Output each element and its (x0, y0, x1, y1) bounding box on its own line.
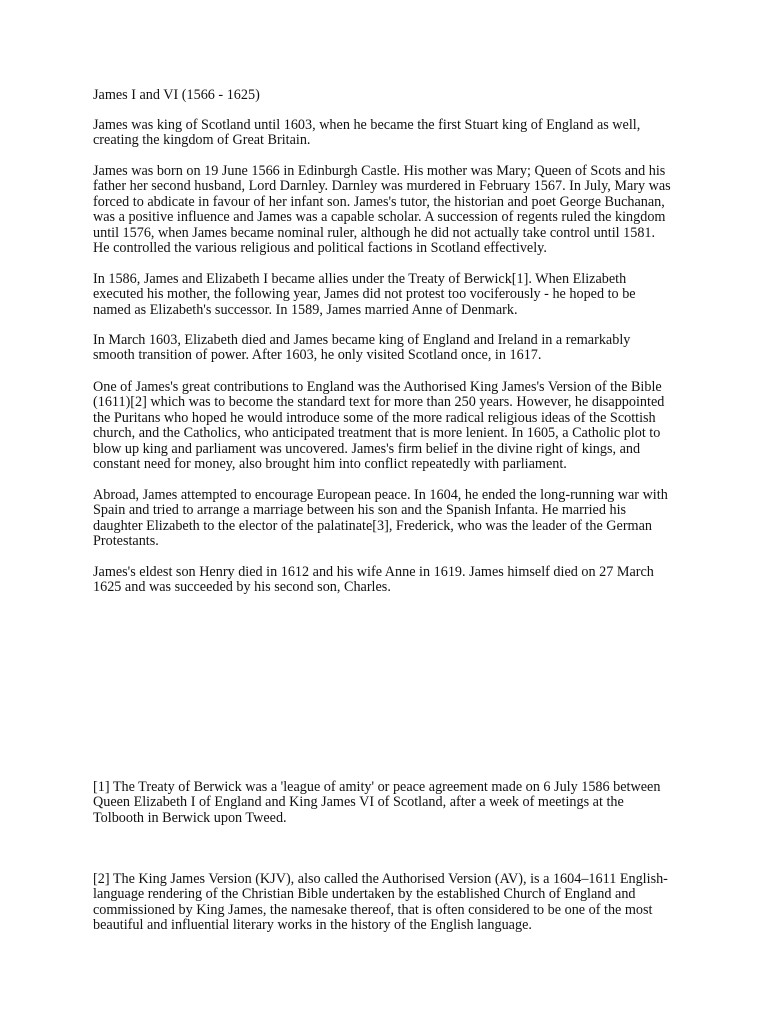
paragraph-line: smooth transition of power. After 1603, he only visited Scotland once, in 1617. (93, 347, 542, 364)
paragraph-abroad (93, 488, 668, 550)
paragraph-line: blow up king and parliament was uncovered. James's firm belief in the divine right of kings, and (93, 440, 641, 457)
paragraph-early-life (93, 164, 671, 256)
paragraph-line: daughter Elizabeth to the elector of the palatinate[3], Frederick, who was the leader of the German (93, 517, 652, 534)
paragraph-line: Spain and tried to arrange a marriage between his son and the Spanish Infanta. He married his (93, 502, 627, 519)
paragraph-line: father her second husband, Lord Darnley. Darnley was murdered in February 1567. In July, Mary was (93, 178, 671, 195)
paragraph-death (93, 565, 654, 596)
footnote-line: Tolbooth in Berwick upon Tweed. (93, 809, 287, 826)
footnote-line: beautiful and influential literary works in the history of the English language. (93, 917, 532, 934)
footnote-line: language rendering of the Christian Bible undertaken by the established Church of England and (93, 886, 636, 903)
page-title: James I and VI (1566 - 1625) (93, 87, 260, 103)
paragraph-line: Protestants. (93, 533, 159, 550)
footnote-line: [2] The King James Version (KJV), also called the Authorised Version (AV), is a 1604–1611 English- (93, 871, 668, 887)
paragraph-line: (1611)[2] which was to become the standard text for more than 250 years. However, he disappointed (93, 394, 665, 411)
paragraph-line: the Puritans who hoped he would introduce some of the more radical religious ideas of the Scottish (93, 409, 656, 426)
paragraph-line: church, and the Catholics, who anticipated treatment that is more lenient. In 1605, a Catholic plot to (93, 425, 661, 442)
footnote-2 (93, 872, 668, 934)
paragraph-line: named as Elizabeth's successor. In 1589, James married Anne of Denmark. (93, 301, 518, 318)
paragraph-line: 1625 and was succeeded by his second son, Charles. (93, 579, 391, 596)
paragraph-line: until 1576, when James became nominal ruler, although he did not actually take control until 1581. (93, 224, 656, 241)
paragraph-line: forced to abdicate in favour of her infant son. James's tutor, the historian and poet George Buchanan, (93, 193, 665, 210)
paragraph-line: In 1586, James and Elizabeth I became allies under the Treaty of Berwick[1]. When Elizabeth (93, 271, 627, 287)
paragraph-line: constant need for money, also brought him into conflict repeatedly with parliament. (93, 456, 567, 473)
paragraph-line: was a positive influence and James was a capable scholar. A succession of regents ruled the kingdom (93, 209, 666, 226)
footnote-line: Queen Elizabeth I of England and King James VI of Scotland, after a week of meetings at the (93, 794, 624, 811)
paragraph-intro (93, 118, 640, 149)
paragraph-line: Abroad, James attempted to encourage European peace. In 1604, he ended the long-running war with (93, 487, 668, 503)
paragraph-treaty (93, 272, 636, 318)
paragraph-line: One of James's great contributions to England was the Authorised King James's Version of the Bible (93, 379, 662, 395)
paragraph-line: creating the kingdom of Great Britain. (93, 132, 311, 149)
paragraph-line: In March 1603, Elizabeth died and James became king of England and Ireland in a remarkably (93, 332, 631, 348)
paragraph-bible (93, 380, 664, 472)
paragraph-line: James was born on 19 June 1566 in Edinburgh Castle. His mother was Mary; Queen of Scots and his (93, 163, 666, 179)
footnote-1 (93, 780, 660, 826)
footnote-line: commissioned by King James, the namesake thereof, that is often considered to be one of the most (93, 901, 653, 918)
paragraph-line: James was king of Scotland until 1603, when he became the first Stuart king of England as well, (93, 117, 641, 133)
paragraph-line: James's eldest son Henry died in 1612 and his wife Anne in 1619. James himself died on 27 March (93, 564, 654, 580)
paragraph-line: executed his mother, the following year, James did not protest too vociferously - he hoped to be (93, 286, 636, 303)
paragraph-line: He controlled the various religious and political factions in Scotland effectively. (93, 240, 547, 257)
footnote-line: [1] The Treaty of Berwick was a 'league of amity' or peace agreement made on 6 July 1586 between (93, 779, 661, 795)
paragraph-succession (93, 333, 630, 364)
